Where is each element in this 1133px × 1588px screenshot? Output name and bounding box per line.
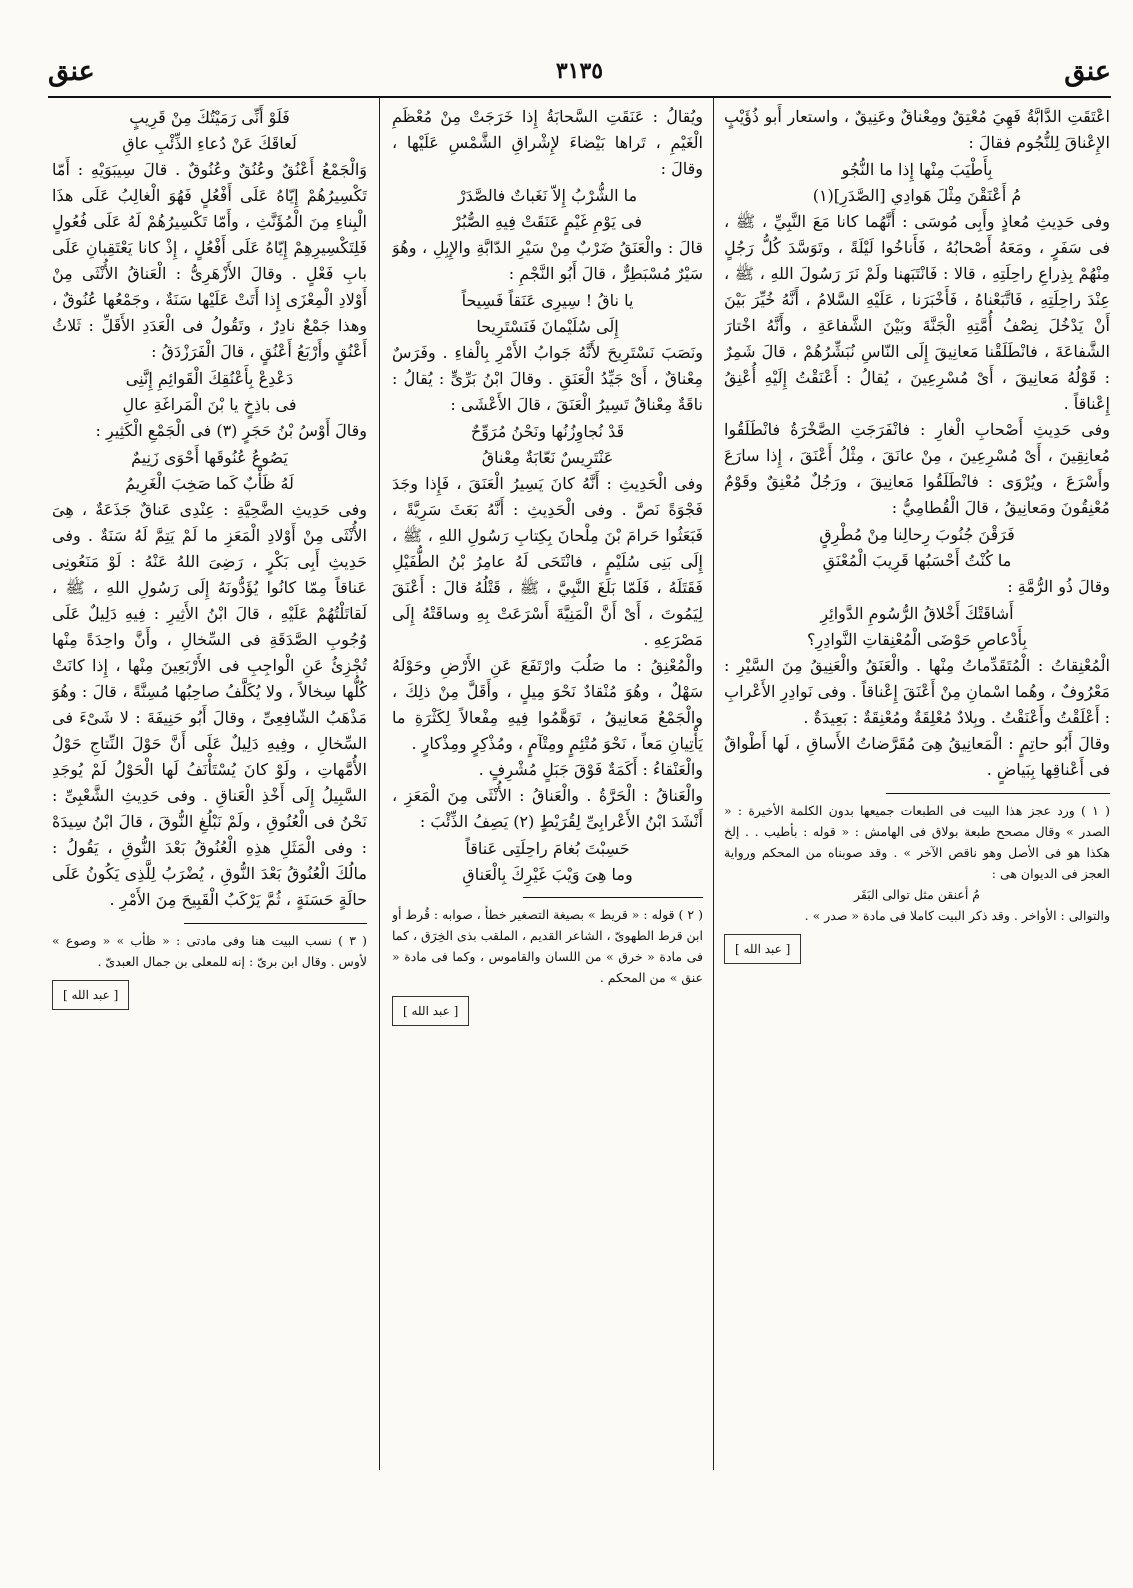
verse-line: فى يَوْمِ غَيْمٍ عَنَقَتْ فِيهِ الصُّبُرْ [453, 212, 642, 231]
footnotes [724, 800, 1110, 926]
verse-line: مُ أَعْنَقْنَ مِثْلَ هَوادِي [الصَّدَرِ](١) [812, 186, 1022, 205]
body-paragraph: والْعَناقُ : الْحَرَّةُ . والْعَناقُ : الأُنْثَى مِنَ الْمَعَزِ ، أَنْشَدَ ابْنُ الأَعْرابِىِّ لِقُرَيْطٍ (٢) يَصِفُ الذِّئْبَ : [392, 786, 703, 831]
footnote-rule [184, 923, 367, 924]
verse-line: وما هِىَ وَيْبَ غَيْرِكَ بِالْعَناقِ [462, 865, 633, 884]
footnote-text: ( ٢ ) قوله : « قريط » بصيغة التصغير خطأ ، صوابه : قُرط أو ابن قرط الطهوىّ ، الشاعر القديم ، الملقب بذى الخِرَق ، كما فى مادة « خرق » من اللسان والقاموس ، وكما فى مادة « عنق » من المحكم . [392, 907, 703, 985]
page-header [48, 56, 1111, 96]
body-paragraph: وفى الْحَدِيثِ : أَنَّهُ كانَ يَسِيرُ الْعَنَقَ ، فَإِذا وجَدَ فَجْوَةً نَصَّ . وفى الْحَدِيثِ : أَنَّهُ بَعَثَ سَرِيَّةً ، فَبَعَثُوا حَرامَ بْنَ مِلْحانَ بِكِتابِ رَسُولِ اللهِ ، ﷺ ، إِلَى بَنِى سُلَيْمٍ ، فانْتَحَى لَهُ عامِرُ بْنُ الطُّفَيْلِ فَقَتَلَهُ ، فَلَمّا بَلَغَ النَّبِيَّ ، ﷺ ، قَتْلُهُ قالَ : أَعْنَقَ لِيَمُوتَ ، أَىْ أَنَّ الْمَنِيَّةَ أَسْرَعَتْ بِهِ وساقَتْهُ إِلَى مَصْرَعِهِ . [392, 474, 703, 649]
verse-line: أَشاقَتْكَ أَخْلاقُ الرُّسُومِ الدَّوائِرِ [820, 604, 1014, 623]
verse-line: يا ناقُ ! سِيرِى عَنَقاً فَسِيحاً [461, 291, 634, 310]
body-paragraph: والْعَنْقاءُ : أَكَمَةٌ فَوْقَ جَبَلٍ مُشْرِفٍ . [478, 760, 703, 779]
body-paragraph: اعْتَقَتِ الدَّابَّةُ فَهِيَ مُعْتِقٌ ومِعْناقٌ وعَنِيقٌ ، واستعار أَبو ذُؤَيْبٍ الإِعْناقَ لِلنُّجُوم فقالَ : [724, 107, 1110, 152]
page-number: ٣١٣٥ [555, 58, 604, 84]
body-paragraph: ويُقالُ : عَنَقَتِ السَّحابَةُ إِذا خَرَجَتْ مِنْ مُعْظَمِ الْغَيْمِ ، تَراها بَيْضاءَ لإِشْراقِ الشَّمْسِ عَلَيْها ، وقالَ : [392, 107, 703, 178]
verse-line: بِأَدْعاصِ حَوْضَى الْمُعْنِقاتِ النَّوادِرِ؟ [807, 630, 1027, 649]
verse-line: يَصُوعُ عُنُوقَها أَحْوَى زَنِيمٌ [131, 448, 288, 467]
footnote-verse: مُ أعنقن مثل توالى البَقَر [853, 887, 981, 902]
body-paragraph: وقالَ ذُو الرُّمَّةِ : [1007, 577, 1110, 596]
signature-box: [ عبد الله ] [392, 996, 469, 1026]
column-middle [392, 104, 703, 1470]
body-paragraph: وفى حَدِيثِ مُعاذٍ وأَبِى مُوسَى : أَنَّهُما كانا مَعَ النَّبِيِّ ، ﷺ ، فى سَفَرٍ ، ومَعَهُ أَصْحابُهُ ، فَأَناخُوا لَيْلَةً ، وتَوَسَّدَ كُلُّ رَجُلٍ مِنْهُمْ بِذِراعِ راحِلَتِهِ ، قالا : فَانْتَبَهنا ولَمْ نَرَ رَسُولَ اللهِ ، ﷺ ، عِنْدَ راحِلَتِهِ ، فَاتَّبَعْناهُ ، فَأَخْبَرَنا ، عَلَيْهِ السَّلامُ ، أَنَّهُ خُيِّرَ بَيْنَ أَنْ يَدْخُلَ نِصْفُ أُمَّتِهِ الْجَنَّةَ وبَيْنَ الشَّفاعَةِ ، وأَنَّهُ اخْتارَ الشَّفاعَةَ ، فانْطَلَقْنا مَعانِيقَ إِلَى النّاسِ نُبَشِّرُهُمْ ، قالَ شَمِرٌ : قَوْلُهُ مَعانِيقَ ، أَىْ مُسْرِعِينَ ، يُقالُ : أَعْنَقْتُ إِلَيْهِ أُعْنِقُ إِعْناقاً . [724, 212, 1110, 413]
footnotes [392, 904, 703, 988]
verse-line: قَدْ نُجاوِزُنُها ونَحْنُ مُرَوِّحٌ [470, 422, 625, 441]
verse-line: لَعاقَكَ عَنْ دُعاءِ الذِّئْبِ عاقِ [122, 134, 297, 153]
verse-line: ما كُنْتُ أَحْسَبُها قَرِيبَ الْمُعْنَقِ [822, 551, 1012, 570]
signature-wrap [392, 988, 703, 1026]
verse-line: ما الشُّرْبُ إِلاّ نَغَباتٌ فالصَّدَرْ [457, 186, 638, 205]
footnote-text: ( ٣ ) نسب البيت هنا وفى مادتى : « ظأب » « وصوع » لأوس . وقال ابن برىّ : إنه للمعلى بن جمال العبدىّ . [52, 933, 367, 969]
headword-left: عنق [48, 56, 95, 87]
headword-right: عنق [1064, 56, 1111, 87]
verse-line: فى باذِخٍ يا بْنَ الْمَراغَةِ عالِ [122, 395, 297, 414]
body-paragraph: وفى حَدِيثِ الضَّحِيَّةِ : عِنْدِى عَناقٌ جَذَعَةٌ ، هِىَ الأُنْثَى مِنْ أَوْلادِ الْمَعَزِ ما لَمْ يَتِمَّ لَهُ سَنَةٌ . وفى حَدِيثِ أَبِى بَكْرٍ ، رَضِىَ اللهُ عَنْهُ : لَوْ مَنَعُونِى عَناقاً مِمّا كانُوا يُؤَدُّونَهُ إِلَى رَسُولِ اللهِ ، ﷺ ، لَقاتَلْتُهُمْ عَلَيْهِ ، قالَ ابْنُ الأَثِيرِ : فِيهِ دَلِيلٌ عَلَى وُجُوبِ الصَّدَقَةِ فى السِّخالِ ، وأَنَّ واحِدَةً مِنْها تُجْزِئُ عَنِ الْواجِبِ فى الأَرْبَعِينَ مِنْها ، إِذا كانَتْ كُلُّها سِخالاً ، ولا يُكَلَّفُ صاحِبُها مُسِنَّةً ، قالَ : وهُوَ مَذْهَبُ الشّافِعِىِّ ، وقالَ أَبُو حَنِيفَةَ : لا شَىْءَ فى السِّخالِ ، وفِيهِ دَلِيلٌ عَلَى أَنَّ حَوْلَ النِّتاجِ حَوْلُ الأُمَّهاتِ ، ولَوْ كانَ يُسْتَأْنَفُ لَها الْحَوْلُ لَمْ يُوجَدِ السَّبِيلُ إِلَى أَخْذِ الْعَناقِ . وفى حَدِيثِ الشَّعْبِىِّ : نَحْنُ فى الْعُنُوقِ ، ولَمْ نَبْلُغِ النُّوقَ ، قالَ ابْنُ سِيدَهْ : وفى الْمَثَلِ هذِهِ الْعُنُوقُ بَعْدَ النُّوقِ ، يَقُولُ : مالُكَ الْعُنُوقُ بَعْدَ النُّوقِ ، يُضْرَبُ لِلَّذِى يَكُونُ عَلَى حالَةٍ حَسَنَةٍ ، ثُمَّ يَرْكَبُ الْقَبِيحَ مِنَ الأَمْرِ . [52, 500, 367, 909]
signature-box: [ عبد الله ] [724, 934, 801, 964]
signature-box: [ عبد الله ] [52, 980, 129, 1010]
body-paragraph: وَالْجَمْعُ أَعْنُقٌ وعُنُقٌ وعُنُوقٌ . قالَ سِيبَوَيْهِ : أَمّا تَكْسِيرُهُمْ إِيّاهُ عَلَى أَفْعُلٍ فَهُوَ الْغالِبُ عَلَى هذَا الْبِناءِ مِنَ الْمُؤَنَّثِ ، وأَمّا تَكْسِيرُهُمْ لَهُ عَلَى فُعُولٍ فَلِتَكْسِيرِهِمْ إِيّاهُ عَلَى أَفْعُلٍ ، إِذْ كانا يَعْتَقِبانِ عَلَى بابِ فَعْلٍ . وقالَ الأَزْهَرِىُّ : الْعَناقُ الأُنْثَى مِنْ أَوْلادِ الْمِعْزَى إِذا أَتَتْ عَلَيْها سَنَةٌ ، وجَمْعُها عُنُوقٌ ، وهذا جَمْعٌ نادِرٌ ، وتَقُولُ فى الْعَدَدِ الأَقَلِّ : ثَلاثُ أَعْنُقٍ وأَرْبَعُ أَعْنُقٍ ، قالَ الْفَرَزْدَقُ : [52, 160, 367, 361]
signature-wrap [724, 926, 1110, 964]
footnote-text: والتوالى : الأواخر . وقد ذكر البيت كاملا فى مادة « صدر » . [804, 908, 1110, 923]
verse-line: دَعْدِعْ بِأَعْنُقِكَ الْقَوائِمِ إِنَّنِى [125, 369, 294, 388]
verse-line: فَرَقْنَ جُنُوبَ رِحالِنا مِنْ مُطْرِقٍ [819, 525, 1015, 544]
verse-line: فَلَوْ أَنِّى رَمَيْتُكَ مِنْ قَرِيبٍ [129, 108, 290, 127]
footnote-text: ( ١ ) ورد عجز هذا البيت فى الطبعات جميعها بدون الكلمة الأخيرة : « الصدر » وقال مصحح طبعة بولاق فى الهامش : « قوله : بأطيب . . إلخ هكذا هو فى الأصل وهو ناقص الآخر » . وقد صوبناه من المحكم ورواية العجز فى الديوان هى : [724, 803, 1110, 881]
footnotes [52, 930, 367, 972]
body-paragraph: الْمُعْنِقاتُ : الْمُتَقَدِّماتُ مِنْها . والْعَنَقُ والْعَنِيقُ مِنَ السَّيْرِ : مَعْرُوفٌ ، وهُما اسْمانِ مِنْ أَعْنَقَ إِعْناقاً . وفى نَوادِرِ الأَعْرابِ : أَعْلَقْتُ وأَعْنَقْتُ . وبِلادٌ مُعْلِقَةٌ ومُعْنِقَةٌ : بَعِيدَةٌ . [724, 656, 1110, 727]
verse-line: لَهُ ظَأْبٌ كَما صَخِبَ الْغَرِيمُ [125, 474, 294, 493]
column-left [52, 104, 367, 1470]
column-divider-left [379, 98, 380, 1470]
verse-line: إِلَى سُلَيْمانَ فَنَسْتَرِيحا [476, 317, 619, 336]
footnote-rule [523, 897, 703, 898]
body-paragraph: وفى حَدِيثِ أَصْحابِ الْغارِ : فانْفَرَجَتِ الصَّخْرَةُ فانْطَلَقُوا مُعانِقِينَ ، أَىْ مُسْرِعِينَ ، مِنْ عانَقَ ، مِثْلُ أَعْنَقَ ، إِذا سارَعَ وأَسْرَعَ ، ويُرْوَى : فانْطَلَقُوا مَعانِيقَ ، ورَجُلٌ مُعْنِقٌ وقَوْمٌ مُعْنِقُونَ ومَعانِيقُ ، قالَ الْقُطامِيُّ : [724, 420, 1110, 517]
footnote-rule [886, 793, 1110, 794]
body-paragraph: والْمُعْنِقُ : ما صَلُبَ وارْتَفَعَ عَنِ الأَرْضِ وحَوْلَهُ سَهْلٌ ، وهُوَ مُنْقادٌ نَحْوَ مِيلٍ ، وأَقَلَّ مِنْ ذلِكَ ، والْجَمْعُ مَعانِيقُ ، تَوَهَّمُوا فِيهِ مِفْعالاً لِكَثْرَةِ ما يَأْتِيانِ مَعاً ، نَحْوَ مُتْئِمٍ ومِتْآمٍ ، ومُذْكِرٍ ومِذْكارٍ . [392, 656, 703, 753]
verse-line: عَنْتَرِيسٌ نَعّابَةٌ مِعْناقُ [481, 448, 614, 467]
verse-line: حَسِبْتَ بُغامَ راحِلَتِى عَناقاً [465, 839, 630, 858]
column-right [724, 104, 1110, 1470]
signature-wrap [52, 972, 367, 1010]
body-paragraph: وقالَ أَبُو حاتِمٍ : الْمَعانِيقُ هِىَ مُقَرَّضاتُ الأَساقِ ، لَها أَطْواقٌ فى أَعْناقِها بِبَياضٍ . [724, 734, 1110, 779]
body-paragraph: ونَصَبَ نَسْتَرِيحَ لأَنَّهُ جَوابُ الأَمْرِ بِالْفاءِ . وفَرَسٌ مِعْناقٌ ، أَىْ جَيِّدُ الْعَنَقِ . وقالَ ابْنُ بَرِّىٍّ : يُقالُ : ناقَةٌ مِعْناقٌ تَسِيرُ الْعَنَقَ ، قالَ الأَعْشَى : [392, 343, 703, 414]
body-paragraph: وقالَ أَوْسُ بْنُ حَجَرٍ (٣) فى الْجَمْعِ الْكَثِيرِ : [95, 421, 367, 440]
body-paragraph: قالَ : والْعَنَقُ ضَرْبٌ مِنْ سَيْرِ الدّابَّةِ والإِبِلِ ، وهُوَ سَيْرٌ مُسْبَطِرٌّ ، قالَ أَبُو النَّجْمِ : [392, 238, 703, 283]
verse-line: بِأَطْيَبَ مِنْها إِذا ما النُّجُو [841, 160, 993, 179]
column-divider-right [713, 98, 714, 1470]
header-rule [48, 96, 1111, 98]
